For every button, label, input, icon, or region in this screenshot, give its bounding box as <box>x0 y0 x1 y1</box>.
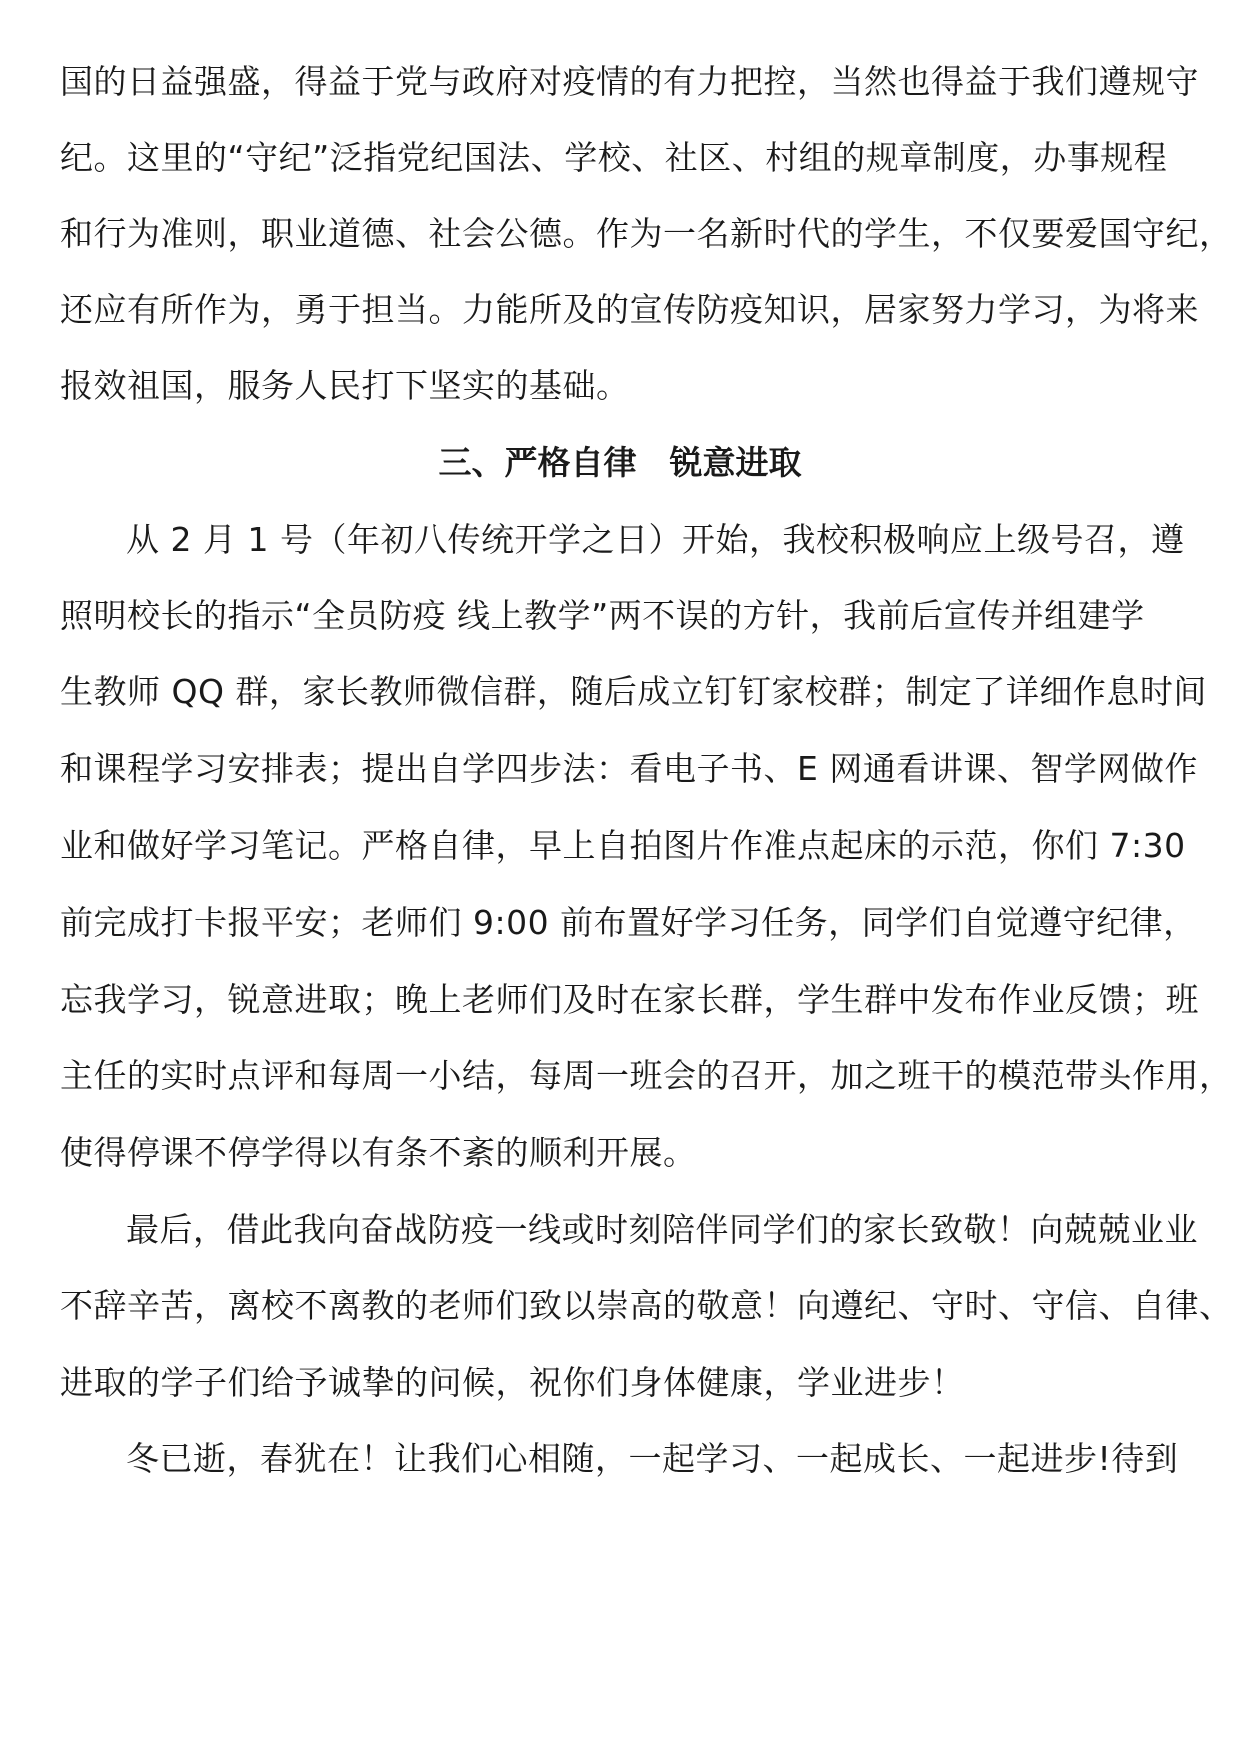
paragraph-section-line: 和课程学习安排表；提出自学四步法：看电子书、E 网通看讲课、智学网做作 <box>60 749 1198 788</box>
paragraph-thanks-line: 不辞辛苦，离校不离教的老师们致以崇高的敬意！向遵纪、守时、守信、自律、 <box>60 1286 1233 1325</box>
paragraph-thanks-line: 进取的学子们给予诚挚的问候，祝你们身体健康，学业进步！ <box>60 1363 965 1402</box>
paragraph-intro-line: 纪。这里的“守纪”泛指党纪国法、学校、社区、村组的规章制度，办事规程 <box>60 138 1168 177</box>
paragraph-section-line: 前完成打卡报平安；老师们 9:00 前布置好学习任务，同学们自觉遵守纪律， <box>60 903 1197 942</box>
paragraph-section-line: 业和做好学习笔记。严格自律，早上自拍图片作准点起床的示范，你们 7:30 <box>60 826 1186 865</box>
paragraph-section-line: 主任的实时点评和每周一小结，每周一班会的召开，加之班干的模范带头作用， <box>60 1056 1233 1095</box>
paragraph-intro-line: 还应有所作为，勇于担当。力能所及的宣传防疫知识，居家努力学习，为将来 <box>60 290 1199 329</box>
paragraph-section-line: 使得停课不停学得以有条不紊的顺利开展。 <box>60 1133 697 1172</box>
paragraph-section-line: 生教师 QQ 群，家长教师微信群，随后成立钉钉家校群；制定了详细作息时间 <box>60 672 1207 711</box>
paragraph-closing-line: 冬已逝，春犹在！让我们心相随，一起学习、一起成长、一起进步!待到 <box>126 1439 1179 1478</box>
paragraph-section-line: 照明校长的指示“全员防疫 线上教学”两不误的方针，我前后宣传并组建学 <box>60 596 1145 635</box>
paragraph-section-line: 忘我学习，锐意进取；晚上老师们及时在家长群，学生群中发布作业反馈；班 <box>60 980 1199 1019</box>
paragraph-intro-line: 国的日益强盛，得益于党与政府对疫情的有力把控，当然也得益于我们遵规守 <box>60 62 1199 101</box>
paragraph-intro-line: 报效祖国，服务人民打下坚实的基础。 <box>60 366 630 405</box>
section-heading: 三、严格自律 锐意进取 <box>438 443 802 482</box>
paragraph-intro-line: 和行为准则，职业道德、社会公德。作为一名新时代的学生，不仅要爱国守纪， <box>60 214 1233 253</box>
paragraph-thanks-line: 最后，借此我向奋战防疫一线或时刻陪伴同学们的家长致敬！向兢兢业业 <box>126 1210 1198 1249</box>
paragraph-section-line: 从 2 月 1 号（年初八传统开学之日）开始，我校积极响应上级号召，遵 <box>126 520 1185 559</box>
